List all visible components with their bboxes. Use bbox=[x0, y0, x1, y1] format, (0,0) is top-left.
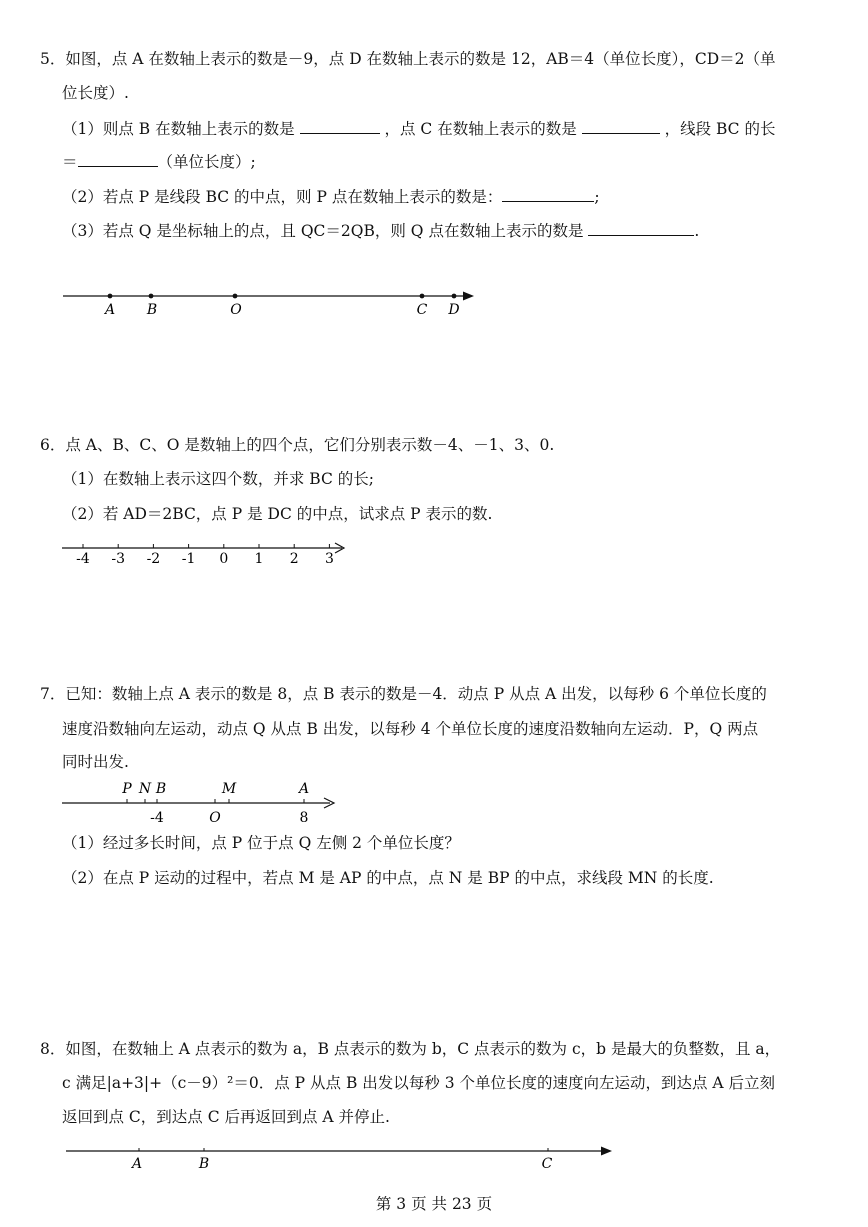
q5-part1-text-b: ，点 C 在数轴上表示的数是 bbox=[384, 120, 577, 138]
q5-label-o: O bbox=[230, 302, 242, 318]
q6-tick-label: 0 bbox=[219, 551, 229, 567]
q7-label-neg4: -4 bbox=[150, 810, 164, 826]
q5-part1-text-d: ＝ bbox=[62, 153, 78, 171]
q7-line2: 速度沿数轴向左运动，动点 Q 从点 B 出发，以每秒 4 个单位长度的速度沿数轴向左运动．P，Q 两点 bbox=[62, 720, 759, 738]
q7-label-p: P bbox=[122, 781, 132, 797]
q7-label-o: O bbox=[209, 810, 221, 826]
q7-part2: （2）在点 P 运动的过程中，若点 M 是 AP 的中点，点 N 是 BP 的中点，求线段 MN 的长度. bbox=[62, 869, 714, 887]
q7-part1: （1）经过多长时间，点 P 位于点 Q 左侧 2 个单位长度？ bbox=[62, 834, 460, 852]
q6-tick-label: -3 bbox=[111, 551, 126, 567]
page-footer: 第 3 页 共 23 页 bbox=[375, 1195, 493, 1213]
q5-axis-arrow bbox=[463, 292, 474, 301]
q6-tick-label: -2 bbox=[146, 551, 161, 567]
q6-tick-label: -1 bbox=[181, 551, 196, 567]
q7-number-line bbox=[62, 781, 334, 826]
q8-number-line bbox=[66, 1147, 612, 1173]
q8-label-b: B bbox=[198, 1156, 210, 1172]
q5-part2-text-a: （2）若点 P 是线段 BC 的中点，则 P 点在数轴上表示的数是： bbox=[62, 188, 503, 206]
q6-tick-label: 1 bbox=[254, 551, 264, 567]
q7-label-a: A bbox=[298, 781, 310, 797]
q7-line1: 7．已知：数轴上点 A 表示的数是 8，点 B 表示的数是－4．动点 P 从点 A 出发，以每秒 6 个单位长度的 bbox=[40, 685, 767, 703]
q6-line1: 6．点 A、B、C、O 是数轴上的四个点，它们分别表示数－4、－1、3、0. bbox=[40, 436, 555, 454]
q8-axis-arrow bbox=[601, 1147, 612, 1156]
q5-point-a bbox=[108, 294, 113, 299]
q8-line1: 8．如图，在数轴上 A 点表示的数为 a，B 点表示的数为 b，C 点表示的数为 c，b 是最大的负整数，且 a， bbox=[40, 1040, 781, 1058]
q5-part3-text-b: . bbox=[694, 222, 700, 240]
q6-tick-label: -4 bbox=[76, 551, 90, 567]
q5-part1-text-a: （1）则点 B 在数轴上表示的数是 bbox=[62, 120, 295, 138]
q6-part2: （2）若 AD＝2BC，点 P 是 DC 的中点，试求点 P 表示的数. bbox=[62, 505, 493, 523]
q8-label-c: C bbox=[541, 1156, 553, 1172]
q5-part2-text-b: ; bbox=[594, 188, 600, 206]
q5-label-d: D bbox=[448, 302, 460, 318]
q6-tick-label: 2 bbox=[289, 551, 299, 567]
q5-point-c bbox=[420, 294, 425, 299]
q5-number-line bbox=[63, 292, 474, 319]
q6-tick-label: 3 bbox=[324, 551, 334, 567]
q5-part3-text-a: （3）若点 Q 是坐标轴上的点，且 QC＝2QB，则 Q 点在数轴上表示的数是 bbox=[62, 222, 584, 240]
q7-label-b: B bbox=[155, 781, 167, 797]
q5-part1-text-e: （单位长度）; bbox=[157, 153, 256, 171]
q8-line2: c 满足|a+3|+（c－9）²＝0．点 P 从点 B 出发以每秒 3 个单位长度的速度向左运动，到达点 A 后立刻 bbox=[62, 1074, 776, 1092]
q7-label-8: 8 bbox=[299, 810, 309, 826]
q6-number-line bbox=[62, 543, 344, 567]
q5-point-d bbox=[452, 294, 457, 299]
q5-label-a: A bbox=[104, 302, 116, 318]
q7-label-m: M bbox=[221, 781, 237, 797]
q5-label-b: B bbox=[146, 302, 158, 318]
q7-label-n: N bbox=[138, 781, 152, 797]
q5-point-o bbox=[233, 294, 238, 299]
q5-part1-text-c: ，线段 BC 的长 bbox=[664, 120, 776, 138]
q7-line3: 同时出发. bbox=[62, 753, 129, 771]
q8-line3: 返回到点 C，到达点 C 后再返回到点 A 并停止. bbox=[62, 1108, 390, 1126]
q8-label-a: A bbox=[131, 1156, 143, 1172]
q5-line2: 位长度）. bbox=[62, 84, 129, 102]
q5-line1: 5．如图，点 A 在数轴上表示的数是－9，点 D 在数轴上表示的数是 12，AB＝4（单位长度），CD＝2（单 bbox=[40, 50, 776, 68]
q6-part1: （1）在数轴上表示这四个数，并求 BC 的长; bbox=[62, 470, 374, 488]
q5-label-c: C bbox=[416, 302, 428, 318]
q5-point-b bbox=[149, 294, 154, 299]
